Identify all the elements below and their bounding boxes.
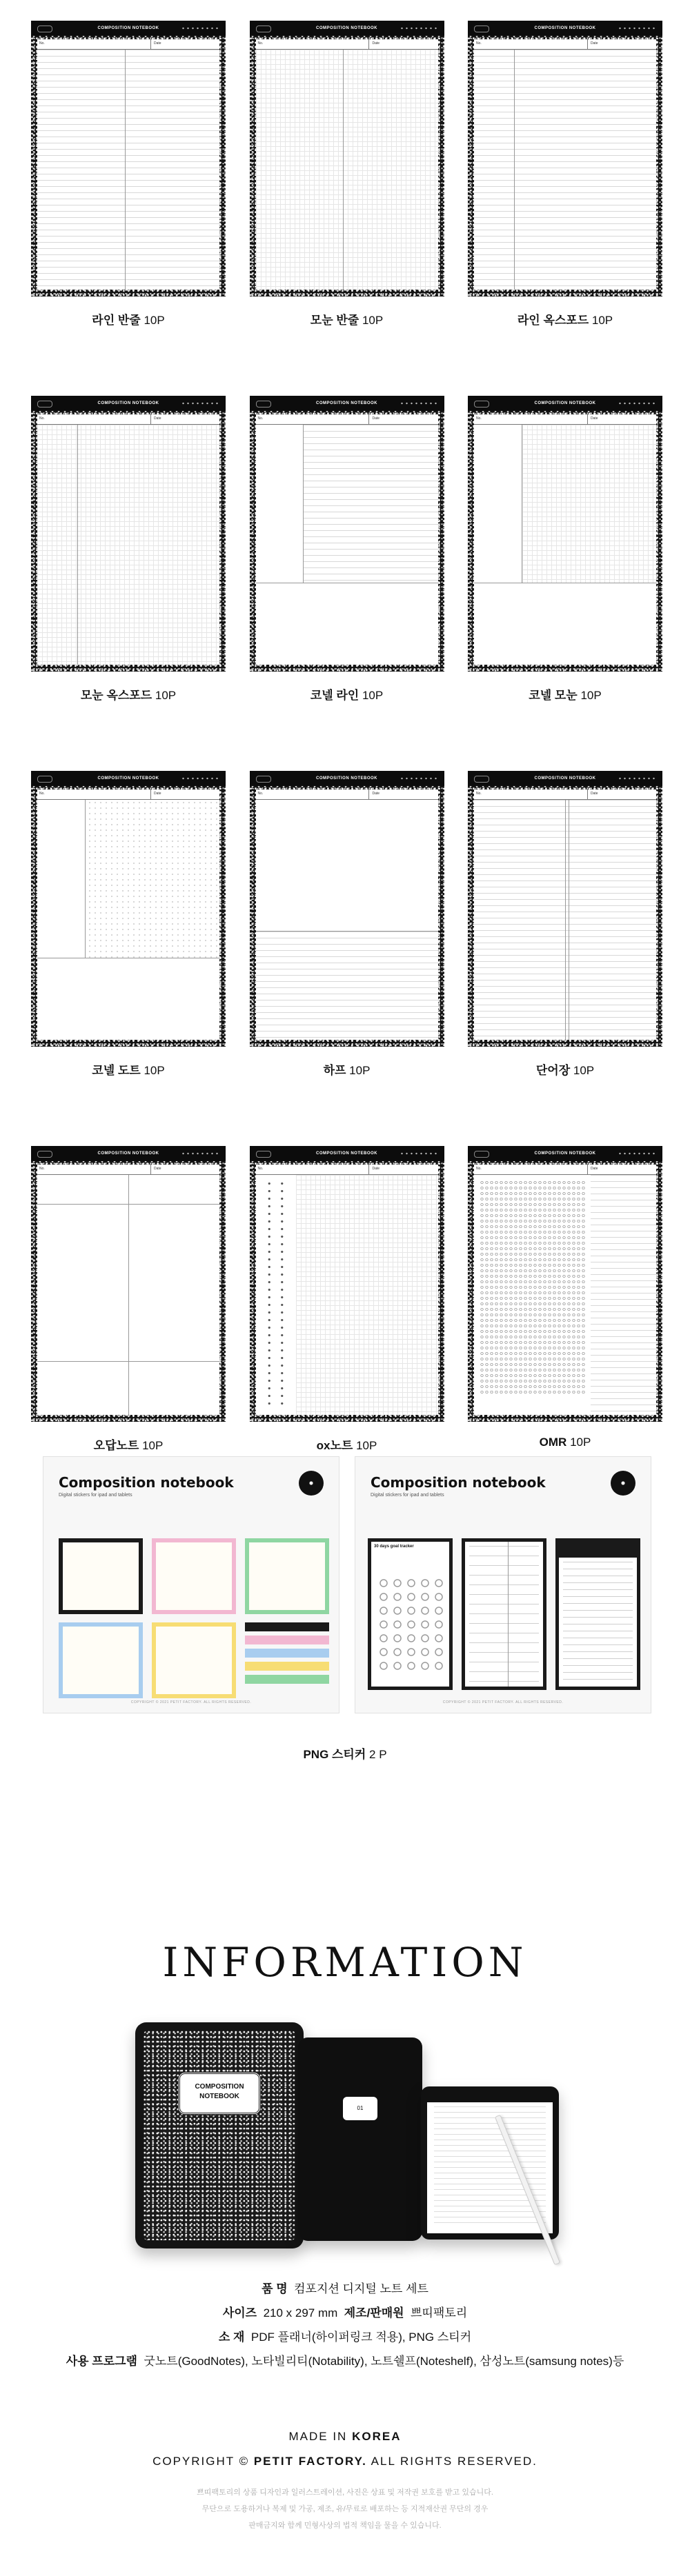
notebook-header-bar <box>468 771 662 786</box>
dots-icon <box>618 402 656 405</box>
notebook-header-bar <box>250 1146 444 1161</box>
page-header <box>37 1165 219 1175</box>
notice-line: 무단으로 도용하거나 복제 및 가공, 제조, 유/무료로 배포하는 등 지적재산권 무단의 경우 <box>201 2505 489 2513</box>
sticker-panel-frames[interactable] <box>43 1456 339 1713</box>
cornell-summary-area <box>474 583 656 665</box>
dots-icon <box>181 1152 219 1155</box>
pill-icon <box>256 26 271 32</box>
notebook-header-bar <box>250 21 444 36</box>
paper <box>474 39 656 290</box>
header-no-label: No. <box>476 792 482 796</box>
paper <box>256 414 438 665</box>
template-label: OMR 10P <box>539 1436 591 1449</box>
template-card-line-half[interactable] <box>31 21 226 328</box>
half-body <box>256 800 438 1040</box>
notebook-header-bar <box>31 21 226 36</box>
pill-icon <box>37 401 52 407</box>
sticker-panel-subtitle: Digital stickers for ipad and tablets <box>59 1493 132 1498</box>
notebook-header-bar <box>468 396 662 411</box>
notebook-title: COMPOSITION NOTEBOOK <box>315 776 377 781</box>
frame-sticker-pink <box>152 1538 236 1614</box>
ox-mark-column <box>263 1180 288 1410</box>
notice-line: 판매금지와 함께 민형사상의 법적 책임을 물을 수 있습니다. <box>248 2522 442 2530</box>
header-date-label: Date <box>590 1167 598 1171</box>
sticker-panel-footer: COPYRIGHT © 2021 PETIT FACTORY. ALL RIGHTS RESERVED. <box>130 1700 252 1704</box>
sticker-panel-widgets[interactable] <box>355 1456 651 1713</box>
vocab-body <box>474 800 656 1040</box>
paper <box>474 414 656 665</box>
header-date-label: Date <box>590 416 598 421</box>
cornell-notes-area <box>37 800 219 958</box>
template-label: 하프 10P <box>323 1064 371 1077</box>
cornell-cue-column <box>37 800 85 958</box>
notebook-page-preview <box>250 21 444 296</box>
pill-icon <box>474 26 489 32</box>
notebook-page-preview <box>250 396 444 672</box>
notebook-header-bar <box>31 396 226 411</box>
grid-split-body <box>256 50 438 290</box>
dots-icon <box>181 777 219 780</box>
notebook-header-bar <box>468 1146 662 1161</box>
pill-icon <box>37 1151 52 1158</box>
notebook-page-preview <box>468 21 662 296</box>
paper <box>37 789 219 1040</box>
template-row <box>31 771 662 1078</box>
template-card-ox[interactable] <box>250 1146 444 1453</box>
notebook-header-bar <box>250 771 444 786</box>
notebook-title: COMPOSITION NOTEBOOK <box>534 1151 596 1156</box>
wrong-answer-problem <box>37 1204 219 1362</box>
phone-mockup <box>298 2037 422 2241</box>
brand-logo-icon <box>299 1471 324 1496</box>
tape-sticker-green <box>245 1675 329 1684</box>
cornell-body <box>256 425 438 665</box>
dots-icon <box>400 402 438 405</box>
notebook-cover-screen <box>144 2031 295 2240</box>
notebook-title: COMPOSITION NOTEBOOK <box>97 776 159 781</box>
wrong-answer-body <box>37 1175 219 1415</box>
pill-icon <box>256 1151 271 1158</box>
page-header <box>37 414 219 425</box>
header-date-label: Date <box>372 41 380 46</box>
ox-body <box>256 1175 438 1415</box>
cornell-summary-area <box>37 958 219 1040</box>
pill-icon <box>37 776 52 783</box>
header-date-label: Date <box>590 792 598 796</box>
template-row <box>31 21 662 328</box>
template-card-cornell-dot[interactable] <box>31 771 226 1078</box>
template-label: 단어장 10P <box>535 1064 595 1077</box>
sticker-panel-footer: COPYRIGHT © 2021 PETIT FACTORY. ALL RIGHTS RESERVED. <box>442 1700 564 1704</box>
header-no-label: No. <box>39 1167 45 1171</box>
template-label: 라인 반줄 10P <box>92 314 165 327</box>
header-no-label: No. <box>39 416 45 421</box>
page-header <box>474 789 656 800</box>
header-no-label: No. <box>476 1167 482 1171</box>
paper <box>256 789 438 1040</box>
notice-line: 쁘띠팩토리의 상품 디자인과 일러스트레이션, 사진은 상표 및 저작권 보호를 받고 있습니다. <box>197 2488 493 2497</box>
sticker-panel-subtitle: Digital stickers for ipad and tablets <box>371 1493 444 1498</box>
paper <box>474 1165 656 1415</box>
page-header <box>256 1165 438 1175</box>
notebook-title: COMPOSITION NOTEBOOK <box>315 26 377 30</box>
pill-icon <box>474 401 489 407</box>
checklist-lines <box>469 1546 539 1682</box>
template-label: 오답노트 10P <box>93 1439 164 1452</box>
template-label: 코넬 라인 10P <box>310 689 384 702</box>
sticker-panel-title: Composition notebook <box>59 1474 234 1491</box>
notebook-title: COMPOSITION NOTEBOOK <box>315 401 377 405</box>
dots-icon <box>400 1152 438 1155</box>
header-no-label: No. <box>257 41 264 46</box>
notebook-page-preview <box>468 396 662 672</box>
goal-tracker-title: 30 days goal tracker <box>374 1544 414 1549</box>
cornell-notes-area <box>474 425 656 583</box>
template-label: 라인 옥스포드 10P <box>517 314 613 327</box>
dots-icon <box>618 27 656 30</box>
frame-sticker-green <box>245 1538 329 1614</box>
cornell-cue-column <box>474 425 522 583</box>
sticker-label: PNG 스티커 2 P <box>303 1748 387 1761</box>
header-date-label: Date <box>590 41 598 46</box>
copyright: COPYRIGHT © PETIT FACTORY. ALL RIGHTS RESERVED. <box>152 2455 538 2468</box>
wrong-answer-review <box>37 1361 219 1415</box>
lined-split-body <box>37 50 219 290</box>
header-date-label: Date <box>372 416 380 421</box>
goal-tracker-sticker <box>368 1538 453 1690</box>
notebook-title: COMPOSITION NOTEBOOK <box>97 1151 159 1156</box>
header-no-label: No. <box>257 792 264 796</box>
template-card-wrong-answer[interactable] <box>31 1146 226 1453</box>
frame-sticker-black <box>59 1538 143 1614</box>
header-date-label: Date <box>372 792 380 796</box>
template-label: 코넬 도트 10P <box>92 1064 165 1077</box>
template-label: ox노트 10P <box>316 1439 377 1452</box>
header-date-label: Date <box>153 792 161 796</box>
cornell-notes-area <box>256 425 438 583</box>
template-card-vocab[interactable] <box>468 771 662 1078</box>
cornell-summary-area <box>256 583 438 665</box>
cornell-body <box>37 800 219 1040</box>
page-header <box>37 789 219 800</box>
template-row <box>31 396 662 703</box>
page-header <box>37 39 219 50</box>
notebook-page-preview <box>250 1146 444 1422</box>
lined-oxford-body <box>474 50 656 290</box>
paper <box>256 1165 438 1415</box>
dots-icon <box>181 27 219 30</box>
cover-label: COMPOSITION NOTEBOOK <box>178 2072 261 2115</box>
vocab-columns <box>474 800 656 1040</box>
template-label: 코넬 모눈 10P <box>529 689 602 702</box>
template-grid <box>31 21 662 1521</box>
paper <box>256 39 438 290</box>
header-date-label: Date <box>153 416 161 421</box>
checklist-sticker <box>462 1538 546 1690</box>
header-no-label: No. <box>476 41 482 46</box>
notebook-title: COMPOSITION NOTEBOOK <box>534 401 596 405</box>
template-label: 모눈 옥스포드 10P <box>80 689 177 702</box>
spec-programs: 사용 프로그램 굿노트(GoodNotes), 노타빌리티(Notability), 노트쉘프(Noteshelf), 삼성노트(samsung notes)등 <box>66 2355 624 2368</box>
template-label: 모눈 반줄 10P <box>310 314 384 327</box>
paper <box>37 39 219 290</box>
tape-sticker-blue <box>245 1649 329 1658</box>
sticker-section <box>43 1456 651 1713</box>
notebook-page-preview <box>250 771 444 1047</box>
header-date-label: Date <box>153 41 161 46</box>
frame-sticker-blue <box>59 1622 143 1698</box>
spec-size-maker: 사이즈 210 x 297 mm 제조/판매원 쁘띠팩토리 <box>222 2306 468 2320</box>
template-card-omr[interactable] <box>468 1146 662 1453</box>
notebook-page-preview <box>468 1146 662 1422</box>
notebook-title: COMPOSITION NOTEBOOK <box>534 776 596 781</box>
notebook-page-preview <box>31 21 226 296</box>
memo-lines <box>563 1562 633 1682</box>
header-no-label: No. <box>476 416 482 421</box>
template-card-grid-half[interactable] <box>250 21 444 328</box>
tablet-mockup <box>135 2022 304 2248</box>
pill-icon <box>256 776 271 783</box>
pill-icon <box>474 1151 489 1158</box>
notebook-header-bar <box>31 771 226 786</box>
page-header <box>256 39 438 50</box>
information-heading: INFORMATION <box>162 1939 528 1986</box>
notebook-page-preview <box>31 1146 226 1422</box>
template-card-cornell-line[interactable] <box>250 396 444 703</box>
frame-sticker-yellow <box>152 1622 236 1698</box>
cornell-cue-column <box>256 425 304 583</box>
template-row <box>31 1146 662 1453</box>
template-card-cornell-grid[interactable] <box>468 396 662 703</box>
header-date-label: Date <box>153 1167 161 1171</box>
omr-bubble-grid <box>480 1180 585 1396</box>
paper <box>37 414 219 665</box>
goal-tracker-circles <box>377 1576 444 1673</box>
notebook-header-bar <box>468 21 662 36</box>
cornell-body <box>474 425 656 665</box>
brand-logo-icon <box>611 1471 635 1496</box>
notebook-page-preview <box>468 771 662 1047</box>
half-lined-area <box>256 931 438 1040</box>
made-in: MADE IN KOREA <box>288 2430 402 2443</box>
checklist-divider <box>508 1542 509 1687</box>
dots-icon <box>400 777 438 780</box>
template-card-half[interactable] <box>250 771 444 1078</box>
notebook-title: COMPOSITION NOTEBOOK <box>97 26 159 30</box>
notebook-header-bar <box>31 1146 226 1161</box>
spec-product-name: 품 명 컴포지션 디지털 노트 세트 <box>262 2282 428 2295</box>
header-no-label: No. <box>257 416 264 421</box>
notebook-title: COMPOSITION NOTEBOOK <box>97 401 159 405</box>
spec-material: 소 재 PDF 플래너(하이퍼링크 적용), PNG 스티커 <box>218 2331 472 2344</box>
tape-sticker-pink <box>245 1636 329 1644</box>
dots-icon <box>618 1152 656 1155</box>
grid-oxford-body <box>37 425 219 665</box>
notebook-title: COMPOSITION NOTEBOOK <box>534 26 596 30</box>
notebook-title: COMPOSITION NOTEBOOK <box>315 1151 377 1156</box>
header-no-label: No. <box>39 792 45 796</box>
tape-sticker-yellow <box>245 1662 329 1671</box>
half-blank-area <box>256 800 438 932</box>
omr-body <box>474 1175 656 1415</box>
memo-sticker <box>555 1538 640 1690</box>
header-date-label: Date <box>372 1167 380 1171</box>
pill-icon <box>37 26 52 32</box>
notebook-page-preview <box>31 396 226 672</box>
dots-icon <box>181 402 219 405</box>
ox-grid-area <box>296 1175 438 1415</box>
omr-notes-area <box>591 1175 656 1415</box>
notebook-page-preview <box>31 771 226 1047</box>
dots-icon <box>400 27 438 30</box>
template-card-grid-oxford[interactable] <box>31 396 226 703</box>
page-header <box>474 414 656 425</box>
header-no-label: No. <box>39 41 45 46</box>
phone-index-label: 01 <box>343 2097 377 2120</box>
tape-sticker-black <box>245 1622 329 1631</box>
page-header <box>256 414 438 425</box>
page-header <box>256 789 438 800</box>
sticker-panel-title: Composition notebook <box>371 1474 546 1491</box>
template-card-line-oxford[interactable] <box>468 21 662 328</box>
page-header <box>474 1165 656 1175</box>
paper <box>474 789 656 1040</box>
pill-icon <box>256 401 271 407</box>
page-header <box>474 39 656 50</box>
paper <box>37 1165 219 1415</box>
dots-icon <box>618 777 656 780</box>
header-no-label: No. <box>257 1167 264 1171</box>
wrong-answer-info <box>37 1175 219 1205</box>
pill-icon <box>474 776 489 783</box>
notebook-header-bar <box>250 396 444 411</box>
